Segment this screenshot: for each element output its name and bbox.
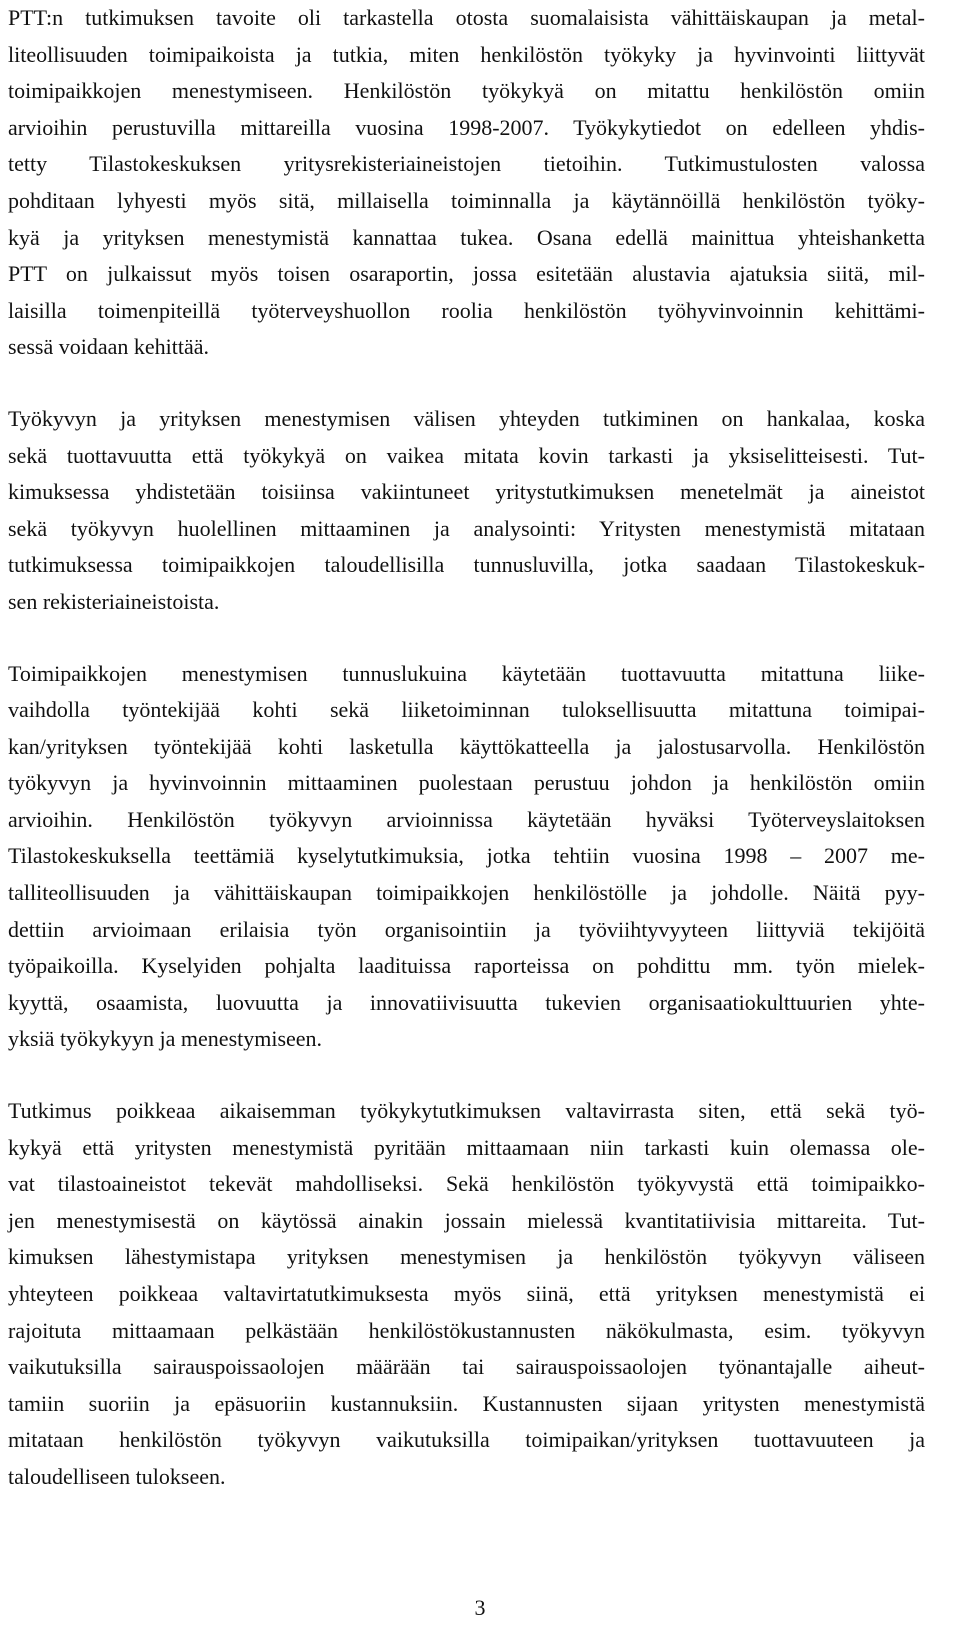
text-line: kykyä että yritysten menestymistä pyritään mittaamaan niin tarkasti kuin olemassa ole- — [8, 1134, 925, 1160]
text-line: sekä työkyvyn huolellinen mittaaminen ja analysointi: Yritysten menestymistä mitataan — [8, 515, 925, 541]
text-line: työpaikoilla. Kyselyiden pohjalta laadituissa raporteissa on pohdittu mm. työn mielek- — [8, 953, 925, 979]
text-line: talliteollisuuden ja vähittäiskaupan toimipaikkojen henkilöstölle ja johdolle. Näitä pyy- — [8, 880, 925, 906]
text-line: tamiin suoriin ja epäsuoriin kustannuksiin. Kustannusten sijaan yritysten menestymistä — [8, 1390, 925, 1416]
paragraph-gap — [8, 1058, 925, 1093]
paragraph-1 — [8, 0, 925, 366]
text-line: tutkimuksessa toimipaikkojen taloudellisilla tunnusluvilla, jotka saadaan Tilastokeskuk- — [8, 552, 925, 578]
paragraph-2 — [8, 401, 925, 621]
text-line: työkyvyn ja hyvinvoinnin mittaaminen puolestaan perustuu johdon ja henkilöstön omiin — [8, 770, 925, 796]
text-line: yhteyteen poikkeaa valtavirtatutkimuksesta myös siinä, että yrityksen menestymistä ei — [8, 1281, 925, 1306]
text-line: sen rekisteriaineistoista. — [8, 588, 220, 614]
text-line: tetty Tilastokeskuksen yritysrekisteriaineistojen tietoihin. Tutkimustulosten valossa — [8, 151, 925, 177]
text-line: Tutkimus poikkeaa aikaisemman työkykytutkimuksen valtavirrasta siten, että sekä työ- — [8, 1098, 925, 1124]
text-line: laisilla toimenpiteillä työterveyshuollon roolia henkilöstön työhyvinvoinnin kehittämi- — [8, 297, 925, 323]
text-line: pohditaan lyhyesti myös sitä, millaisella toiminnalla ja käytännöillä henkilöstön työky- — [8, 187, 925, 213]
paragraph-gap — [8, 621, 925, 656]
paragraph-gap — [8, 366, 925, 401]
text-line: dettiin arvioimaan erilaisia työn organisointiin ja työviihtyvyyteen liittyviä tekijöitä — [8, 916, 925, 942]
text-line: toimipaikkojen menestymiseen. Henkilöstön työkykyä on mitattu henkilöstön omiin — [8, 78, 925, 104]
text-line: sekä tuottavuutta että työkykyä on vaikea mitata kovin tarkasti ja yksiselitteisesti. Tut- — [8, 442, 925, 468]
text-line: jen menestymisestä on käytössä ainakin jossain mielessä kvantitatiivisia mittareita. Tut- — [8, 1207, 925, 1233]
text-line: Työkyvyn ja yrityksen menestymisen välisen yhteyden tutkiminen on hankalaa, koska — [8, 405, 925, 431]
paragraph-3 — [8, 656, 925, 1059]
text-line: vaihdolla työntekijää kohti sekä liiketoiminnan tuloksellisuutta mitattuna toimipai- — [8, 697, 925, 723]
text-line: vaikutuksilla sairauspoissaolojen määrään tai sairauspoissaolojen työnantajalle aiheut- — [8, 1354, 925, 1380]
text-line: vat tilastoaineistot tekevät mahdolliseksi. Sekä henkilöstön työkyvystä että toimipaikko- — [8, 1171, 925, 1197]
text-line: arvioihin. Henkilöstön työkyvyn arvioinnissa käytetään hyväksi Työterveyslaitoksen — [8, 806, 925, 832]
paragraph-4 — [8, 1093, 925, 1496]
document-page — [8, 0, 925, 1496]
text-line: kyyttä, osaamista, luovuutta ja innovatiivisuutta tukevien organisaatiokulttuurien yhte- — [8, 989, 925, 1015]
text-line: taloudelliseen tulokseen. — [8, 1463, 226, 1489]
text-line: mitataan henkilöstön työkyvyn vaikutuksilla toimipaikan/yrityksen tuottavuuteen ja — [8, 1427, 925, 1453]
text-line: PTT:n tutkimuksen tavoite oli tarkastella otosta suomalaisista vähittäiskaupan ja metal- — [8, 5, 925, 30]
text-line: rajoituta mittaamaan pelkästään henkilöstökustannusten näkökulmasta, esim. työkyvyn — [8, 1317, 925, 1343]
text-line: liteollisuuden toimipaikoista ja tutkia, miten henkilöstön työkyky ja hyvinvointi liittyvät — [8, 41, 925, 67]
text-line: sessä voidaan kehittää. — [8, 334, 209, 360]
text-line: kyä ja yrityksen menestymistä kannattaa tukea. Osana edellä mainittua yhteishanketta — [8, 224, 925, 250]
text-line: kan/yrityksen työntekijää kohti lasketulla käyttökatteella ja jalostusarvolla. Henkilöstön — [8, 733, 925, 759]
text-line: arvioihin perustuvilla mittareilla vuosina 1998-2007. Työkykytiedot on edelleen yhdis- — [8, 114, 925, 140]
text-line: PTT on julkaissut myös toisen osaraportin, jossa esitetään alustavia ajatuksia siitä, mil- — [8, 261, 925, 287]
text-line: kimuksen lähestymistapa yrityksen menestymisen ja henkilöstön työkyvyn väliseen — [8, 1244, 925, 1270]
text-line: Tilastokeskuksella teettämiä kyselytutkimuksia, jotka tehtiin vuosina 1998 – 2007 me- — [8, 843, 925, 869]
text-line: Toimipaikkojen menestymisen tunnuslukuina käytetään tuottavuutta mitattuna liike- — [8, 660, 925, 686]
text-line: kimuksessa yhdistetään toisiinsa vakiintuneet yritystutkimuksen menetelmät ja aineistot — [8, 479, 925, 505]
page-number: 3 — [474, 1595, 486, 1620]
text-line: yksiä työkykyyn ja menestymiseen. — [8, 1026, 323, 1052]
